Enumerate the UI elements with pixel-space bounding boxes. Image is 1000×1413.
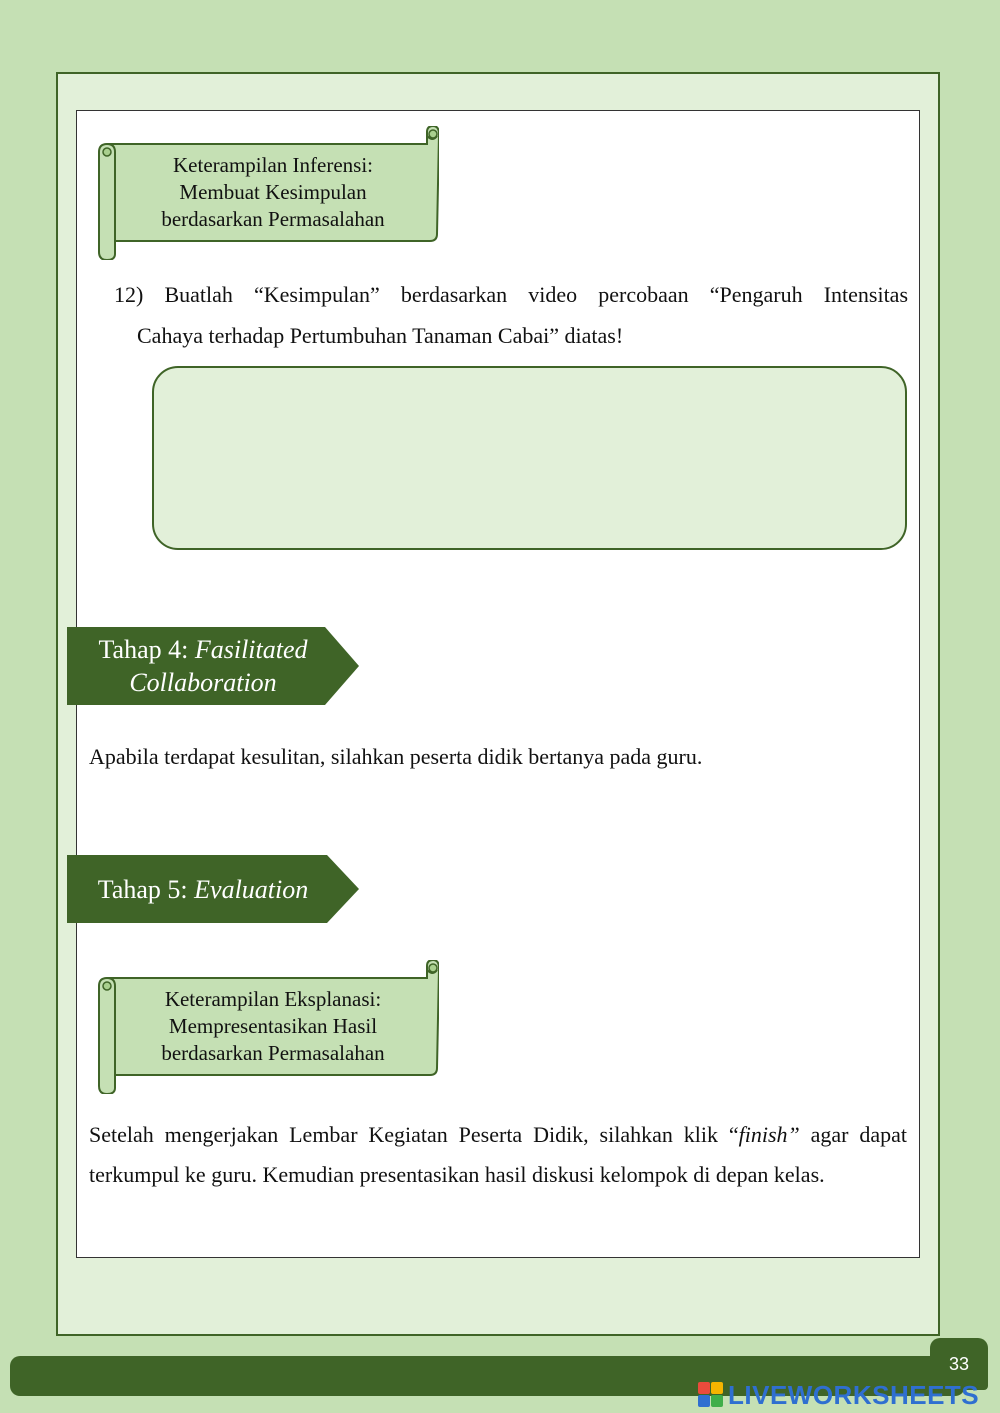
scroll-line: berdasarkan Permasalahan xyxy=(161,1041,385,1065)
question-text-1: Buatlah “Kesimpulan” berdasarkan video percobaan “Pengaruh Intensitas xyxy=(164,282,909,307)
scroll-label xyxy=(115,978,431,1075)
stage-title-part: Evaluation xyxy=(194,874,309,904)
question-12-line-1 xyxy=(114,280,908,310)
final-text-part: Setelah mengerjakan Lembar Kegiatan Peserta Didik, silahkan klik “ xyxy=(89,1122,739,1147)
skill-scroll-inference xyxy=(97,126,439,260)
final-text-part: agar dapat xyxy=(799,1122,908,1147)
watermark-text: LIVEWORKSHEETS xyxy=(728,1379,980,1410)
page-number: 33 xyxy=(930,1338,988,1390)
stage-prefix: Tahap 4: xyxy=(98,635,195,664)
liveworksheets-watermark xyxy=(698,1380,979,1410)
stage-prefix: Tahap 5: xyxy=(97,874,195,904)
stage-title-part: Fasilitated xyxy=(194,635,308,664)
scroll-line: Keterampilan Inferensi: xyxy=(173,153,373,177)
scroll-line: Membuat Kesimpulan xyxy=(179,180,367,204)
stage-5-title xyxy=(67,855,339,923)
question-number: 12) xyxy=(114,282,144,307)
final-instruction-line-1 xyxy=(89,1120,907,1150)
liveworksheets-logo-icon xyxy=(698,1382,724,1408)
scroll-label xyxy=(115,144,431,241)
question-text-2: Cahaya terhadap Pertumbuhan Tanaman Cabai” diatas! xyxy=(137,323,624,348)
scroll-line: Keterampilan Eksplanasi: xyxy=(164,987,382,1011)
stage-4-instruction: Apabila terdapat kesulitan, silahkan peserta didik bertanya pada guru. xyxy=(89,744,703,769)
final-instruction-line-2: terkumpul ke guru. Kemudian presentasikan hasil diskusi kelompok di depan kelas. xyxy=(89,1162,825,1187)
stage-5-banner xyxy=(67,855,359,923)
skill-scroll-explanation xyxy=(97,960,439,1094)
stage-title-part: Collaboration xyxy=(129,668,277,697)
scroll-line: Mempresentasikan Hasil xyxy=(168,1014,378,1038)
stage-4-banner xyxy=(67,627,359,705)
answer-input-box[interactable] xyxy=(152,366,907,550)
stage-4-title xyxy=(67,627,339,705)
scroll-line: berdasarkan Permasalahan xyxy=(161,207,385,231)
finish-keyword: finish” xyxy=(738,1122,800,1147)
